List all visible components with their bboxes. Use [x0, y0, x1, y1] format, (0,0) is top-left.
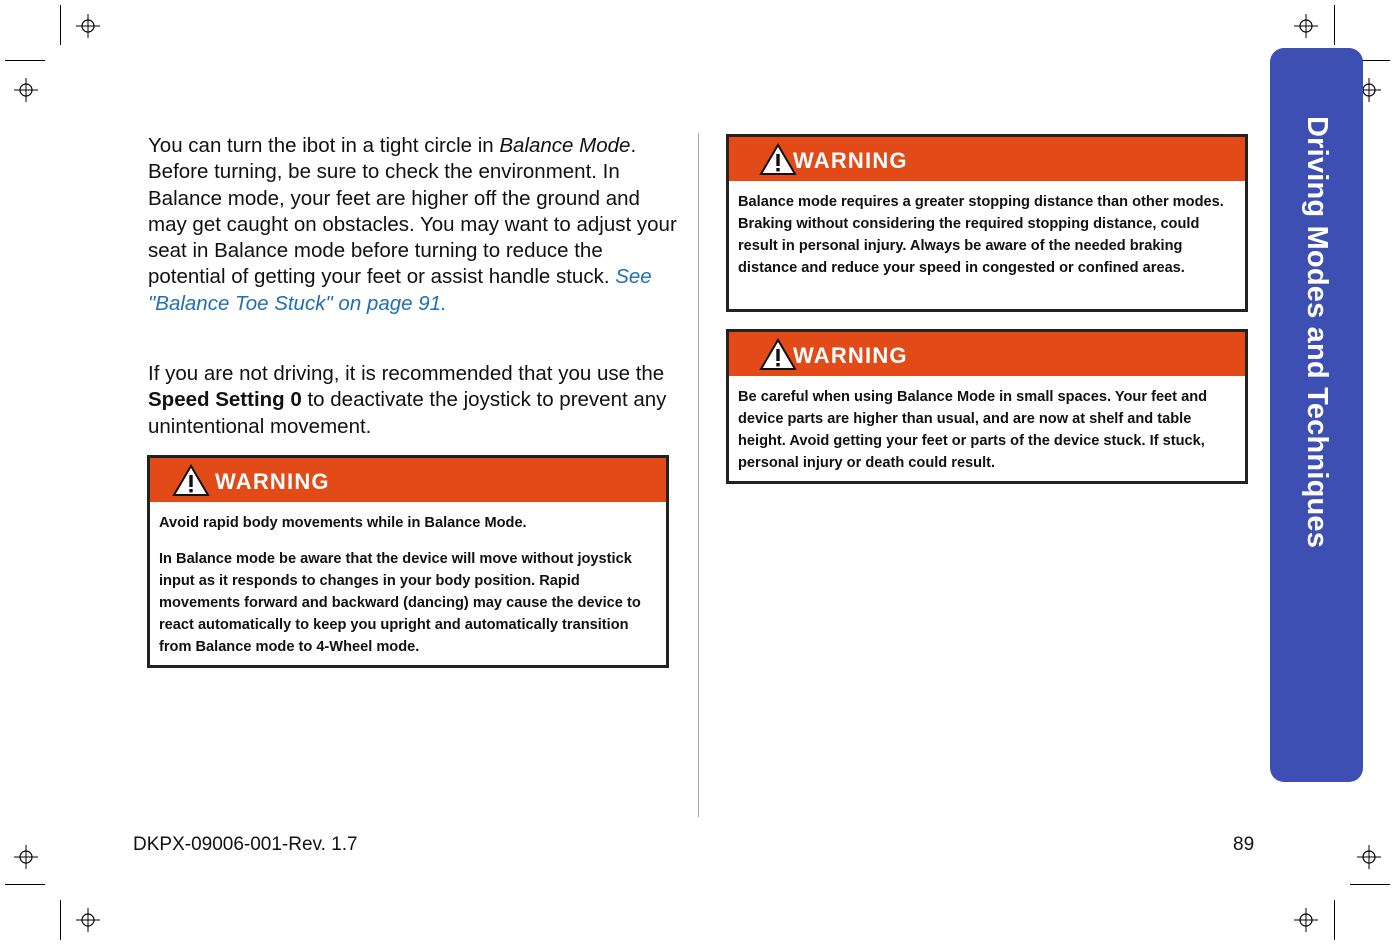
- warning-body: [729, 376, 1245, 474]
- text-span: . Before turning, be sure to check the environment. In Balance mode, your feet are higher off the ground and may get caught on obstacles. You may want to adjust your seat in Balance mode before turning to reduce the potential of getting your feet or assist handle stuck.: [148, 134, 677, 289]
- crop-mark: [1334, 900, 1335, 940]
- crop-mark: [1334, 5, 1335, 45]
- ui-term-speed-setting: Speed Setting 0: [148, 388, 302, 412]
- crop-mark: [5, 884, 45, 885]
- warning-box-stopping-distance: [726, 134, 1248, 312]
- column-divider: [698, 133, 699, 817]
- emphasis-balance-mode: Balance Mode: [499, 134, 631, 157]
- warning-text: Avoid rapid body movements while in Balance Mode.: [159, 515, 527, 531]
- warning-header: [150, 458, 666, 502]
- warning-title: WARNING: [215, 469, 330, 494]
- registration-mark-icon: [76, 14, 100, 38]
- registration-mark-icon: [76, 908, 100, 932]
- registration-mark-icon: [1357, 845, 1381, 869]
- registration-mark-icon: [14, 78, 38, 102]
- crop-mark: [5, 60, 45, 61]
- text-span: You can turn the ibot in a tight circle in: [148, 134, 500, 157]
- warning-title: WARNING: [793, 343, 908, 368]
- warning-text: Balance mode requires a greater stopping distance than other modes. Braking without considering the required stopping distance, could result in personal injury. Always be aware of the needed braking distance and reduce your speed in congested or confined areas.: [738, 194, 1224, 276]
- footer-document-id: DKPX-09006-001-Rev. 1.7: [133, 834, 358, 855]
- crop-mark: [1350, 884, 1390, 885]
- warning-triangle-icon: [759, 143, 797, 176]
- warning-body: [150, 502, 666, 658]
- warning-text: In Balance mode be aware that the device will move without joystick input as it responds to changes in your body position. Rapid movements forward and backward (dancing) may cause the device to react automatically to keep you upright and automatically transition from Balance mode to 4-Wheel mode.: [159, 551, 641, 655]
- crop-mark: [60, 900, 61, 940]
- registration-mark-icon: [1294, 14, 1318, 38]
- cross-reference-link[interactable]: See "Balance Toe Stuck" on page 91.: [148, 265, 652, 315]
- warning-triangle-icon: [172, 464, 210, 497]
- warning-triangle-icon: [759, 338, 797, 371]
- footer-page-number: 89: [1233, 834, 1255, 855]
- body-paragraph-speed-setting: [148, 361, 678, 440]
- text-span: to deactivate the joystick to prevent any unintentional movement.: [148, 388, 667, 438]
- text-span: If you are not driving, it is recommended that you use the: [148, 362, 665, 385]
- registration-mark-icon: [1294, 908, 1318, 932]
- warning-box-rapid-movements: [147, 455, 669, 668]
- warning-body: [729, 181, 1245, 279]
- warning-box-small-spaces: [726, 329, 1248, 484]
- body-paragraph-balance-turning: [148, 133, 678, 317]
- warning-header: [729, 137, 1245, 181]
- warning-header: [729, 332, 1245, 376]
- warning-text: Be careful when using Balance Mode in small spaces. Your feet and device parts are higher than usual, and are now at shelf and table height. Avoid getting your feet or parts of the device stuck. If stuck, personal injury or death could result.: [738, 389, 1208, 471]
- crop-mark: [60, 5, 61, 45]
- warning-title: WARNING: [793, 148, 908, 173]
- section-tab-label: Driving Modes and Techniques: [1301, 116, 1333, 549]
- registration-mark-icon: [14, 845, 38, 869]
